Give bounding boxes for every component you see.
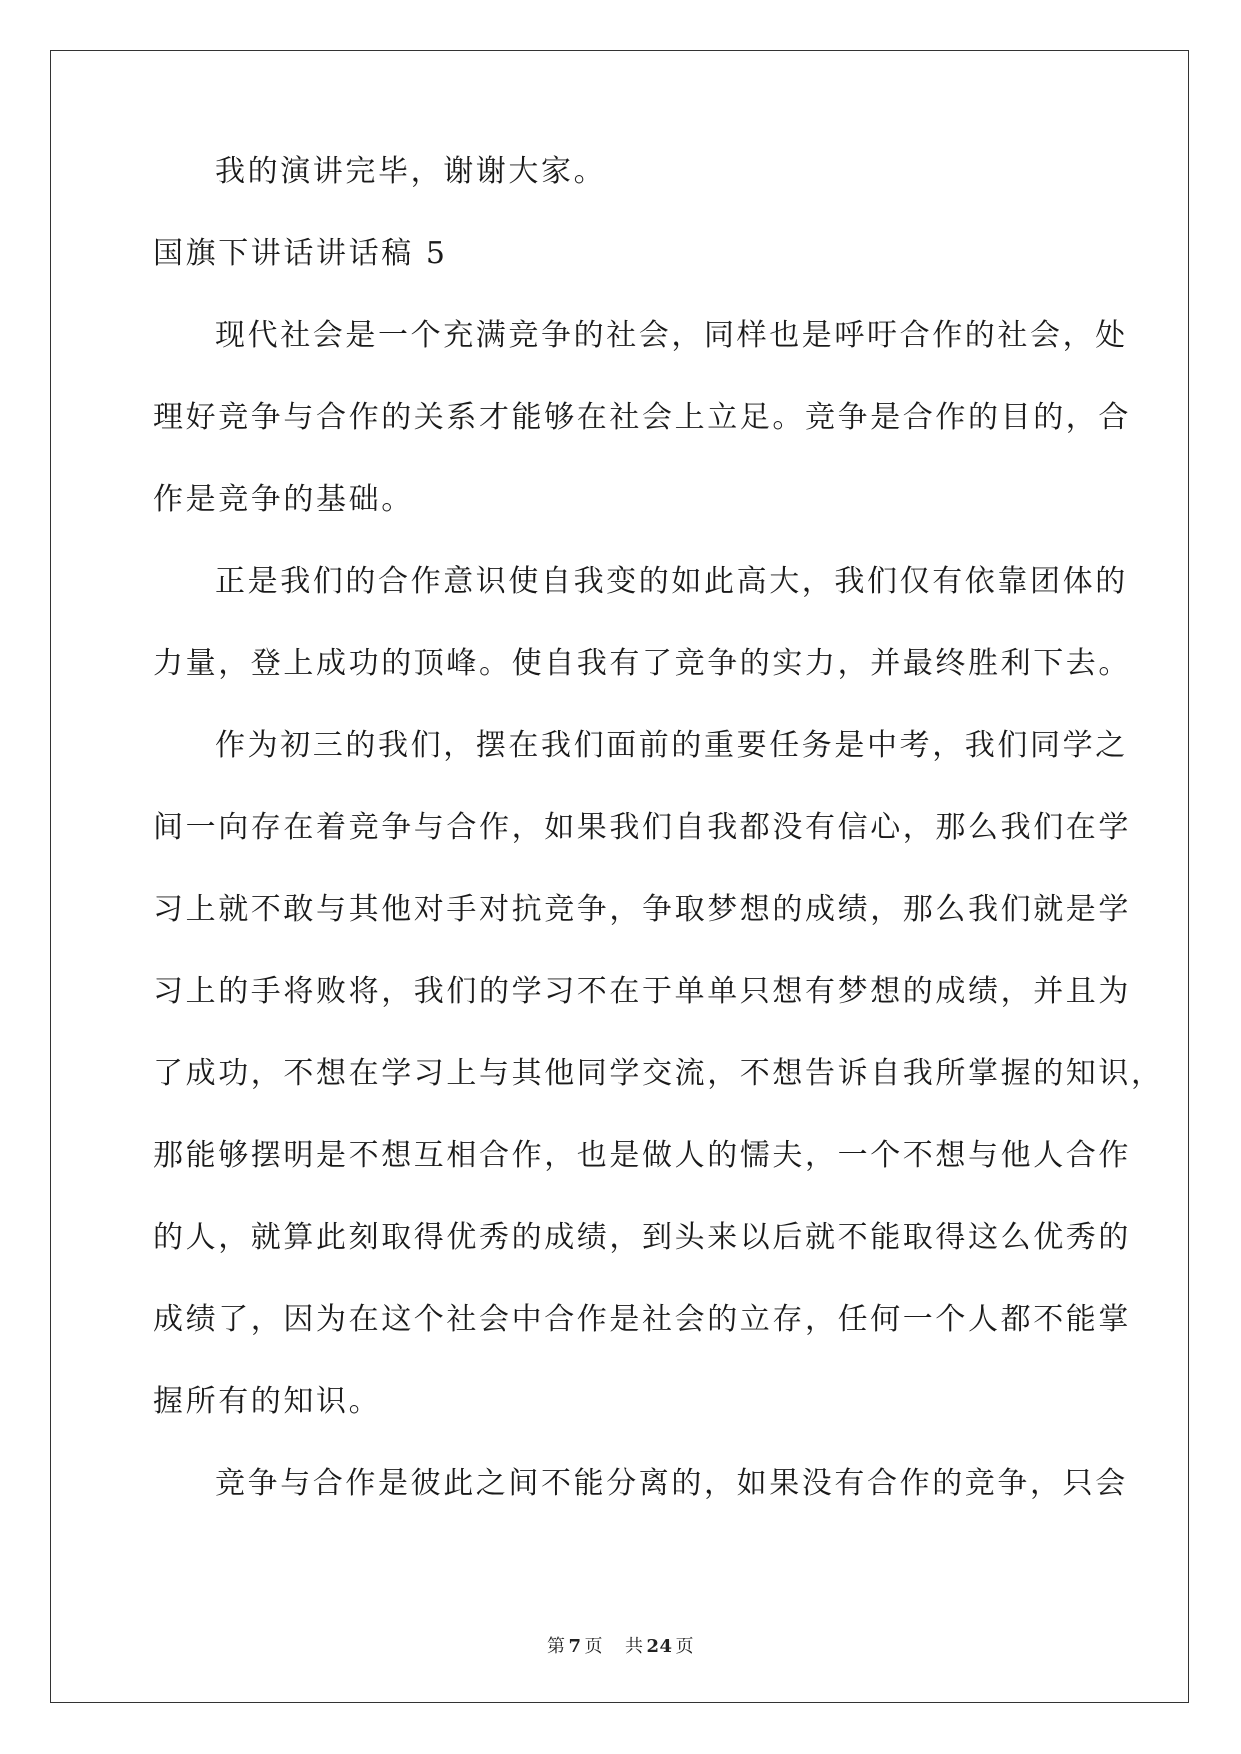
paragraph-line: 习上就不敢与其他对手对抗竞争，争取梦想的成绩，那么我们就是学 (153, 892, 1131, 927)
paragraph-line: 握所有的知识。 (153, 1384, 382, 1419)
page-footer (0, 1632, 1241, 1658)
total-suffix: 页 (675, 1636, 695, 1657)
total-pages: 24 (646, 1636, 673, 1657)
section-title-text: 国旗下讲话讲话稿 5 (153, 236, 448, 271)
paragraph-line: 习上的手将败将，我们的学习不在于单单只想有梦想的成绩，并且为 (153, 974, 1131, 1009)
closing-line-text: 我的演讲完毕，谢谢大家。 (215, 154, 607, 189)
page-prefix: 第 (546, 1636, 566, 1657)
paragraph-line: 力量，登上成功的顶峰。使自我有了竞争的实力，并最终胜利下去。 (153, 646, 1131, 681)
paragraph-line: 理好竞争与合作的关系才能够在社会上立足。竞争是合作的目的，合 (153, 400, 1131, 435)
total-prefix: 共 (624, 1636, 644, 1657)
paragraph-line: 成绩了，因为在这个社会中合作是社会的立存，任何一个人都不能掌 (153, 1302, 1131, 1337)
page-suffix: 页 (584, 1636, 603, 1657)
paragraph-line: 现代社会是一个充满竞争的社会，同样也是呼吁合作的社会，处 (215, 318, 1128, 353)
page-number: 7 (568, 1636, 582, 1657)
paragraph-line: 的人，就算此刻取得优秀的成绩，到头来以后就不能取得这么优秀的 (153, 1220, 1131, 1255)
paragraph-line: 了成功，不想在学习上与其他同学交流，不想告诉自我所掌握的知识， (153, 1056, 1164, 1091)
paragraph-line: 作为初三的我们，摆在我们面前的重要任务是中考，我们同学之 (215, 728, 1128, 763)
closing-line (215, 131, 1090, 213)
section-title (153, 213, 1090, 295)
paragraph-line: 间一向存在着竞争与合作，如果我们自我都没有信心，那么我们在学 (153, 810, 1131, 845)
paragraph-line: 那能够摆明是不想互相合作，也是做人的懦夫，一个不想与他人合作 (153, 1138, 1131, 1173)
paragraph-line: 竞争与合作是彼此之间不能分离的，如果没有合作的竞争，只会 (215, 1466, 1128, 1501)
paragraph-line: 正是我们的合作意识使自我变的如此高大，我们仅有依靠团体的 (215, 564, 1128, 599)
paragraph-line: 作是竞争的基础。 (153, 482, 414, 517)
